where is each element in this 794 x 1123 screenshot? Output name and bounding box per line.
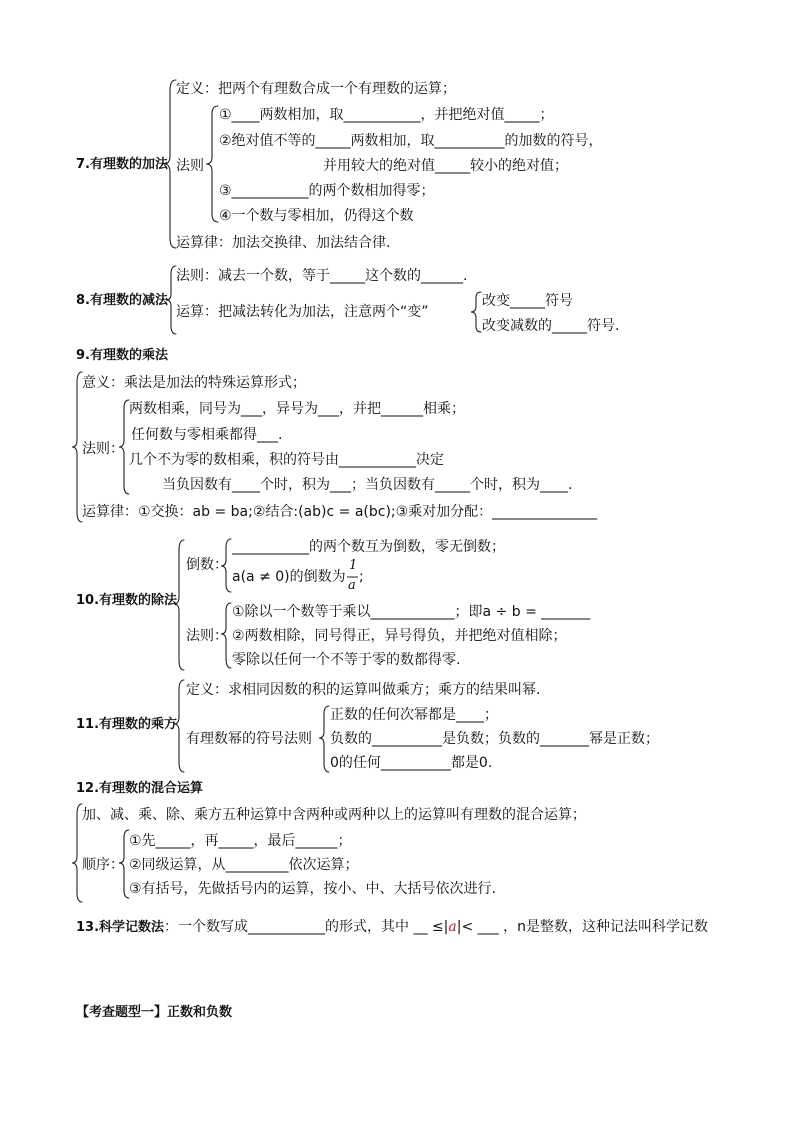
section-13-abs-a: a (448, 919, 457, 935)
section-11-definition: 定义：求相同因数的积的运算叫做乘方；乘方的结果叫幂. (186, 682, 541, 698)
section-9-rule-4: 当负因数有____个时，积为___；当负因数有_____个时，积为____. (162, 477, 573, 493)
section-12-order-3: ③有括号，先做括号内的运算，按小、中、大括号依次进行. (129, 881, 496, 897)
section-11-rule-2: 负数的__________是负数；负数的_______幂是正数； (330, 731, 659, 747)
section-7-rules-label: 法则 (176, 158, 204, 174)
brace-s8-change (471, 292, 481, 332)
exam-heading: 【考查题型一】正数和负数 (76, 1005, 233, 1020)
section-11-rule-3: 0的任何__________都是0. (330, 755, 493, 771)
section-12-order-1: ①先_____，再_____，最后______； (129, 833, 352, 849)
fraction-end: ; (359, 569, 364, 585)
brace-s12-outer (72, 804, 82, 902)
brace-s10-rules (221, 603, 231, 668)
section-10-rule-3: 零除以任何一个不等于零的数都得零. (232, 652, 461, 668)
section-9-rules-label: 法则： (82, 441, 124, 457)
section-9-rule-2: 任何数与零相乘都得___. (131, 427, 283, 443)
section-7-rule-2: ②绝对值不等的_____两数相加，取__________的加数的符号， (219, 133, 603, 149)
section-9-meaning: 意义：乘法是加法的特殊运算形式； (82, 375, 306, 391)
section-13-text-a: ：一个数写成___________的形式，其中 __ ≤| (164, 919, 449, 935)
section-13-text-b: |< ___ ，n是整数，这种记法叫科学记数 (456, 919, 708, 935)
section-8-title: 8.有理数的减法 (76, 293, 168, 308)
brace-s10-outer (174, 540, 184, 670)
brace-s11-outer (174, 680, 184, 772)
section-7-title: 7.有理数的加法 (76, 157, 168, 172)
section-7-rule-4: ④一个数与零相加，仍得这个数 (219, 208, 414, 224)
brace-s9-rules (119, 400, 129, 494)
brace-s8-outer (166, 266, 176, 334)
section-11-rule-1: 正数的任何次幂都是____； (330, 707, 498, 723)
section-10-title: 10.有理数的除法 (76, 593, 178, 608)
section-7-rule-1: ①____两数相加，取___________，并把绝对值_____； (219, 107, 554, 123)
brace-s12-order (119, 830, 129, 898)
brace-s7-outer (164, 80, 176, 248)
section-12-title: 12.有理数的混合运算 (76, 781, 204, 796)
section-8-rule: 法则：减去一个数，等于_____这个数的______. (176, 268, 468, 284)
section-12-line-1: 加、减、乘、除、乘方五种运算中含两种或两种以上的运算叫有理数的混合运算； (82, 807, 586, 823)
section-7-rule-3: ③___________的两个数相加得零； (219, 183, 435, 199)
section-10-reciprocal-2: a(a ≠ 0)的倒数为 (232, 569, 346, 585)
section-10-reciprocal-1: ___________的两个数互为倒数，零无倒数； (232, 539, 505, 555)
fraction-denominator: a (348, 578, 356, 593)
brace-s9-outer (72, 372, 82, 522)
brace-s10-reciprocal (221, 539, 231, 592)
section-9-laws: 运算律：①交换：ab = ba;②结合:(ab)c = a(bc);③乘对加分配：_______________ (82, 504, 598, 520)
section-13-title: 13.科学记数法 (76, 920, 165, 935)
section-10-rules-label: 法则： (186, 628, 228, 644)
brace-s7-rules (206, 106, 218, 222)
section-8-change-1: 改变_____符号 (482, 293, 573, 309)
section-10-rule-1: ①除以一个数等于乘以____________；即a ÷ b = _______ (232, 604, 591, 620)
section-7-laws: 运算律：加法交换律、加法结合律. (176, 235, 391, 251)
section-10-reciprocal-label: 倒数： (186, 557, 228, 573)
section-8-operation: 运算：把减法转化为加法，注意两个“变” (176, 304, 429, 320)
brace-s11-sign (319, 706, 329, 772)
section-12-order-label: 顺序： (82, 857, 124, 873)
section-10-rule-2: ②两数相除，同号得正，异号得负，并把绝对值相除； (232, 628, 567, 644)
section-9-rule-1: 两数相乘，同号为___，异号为___，并把______相乘； (129, 401, 465, 417)
section-12-order-2: ②同级运算，从_________依次运算； (129, 857, 359, 873)
section-9-rule-3: 几个不为零的数相乘，积的符号由___________决定 (129, 452, 444, 468)
section-11-title: 11.有理数的乘方 (76, 717, 178, 732)
section-7-rule-2-cont: 并用较大的绝对值_____较小的绝对值； (323, 158, 568, 174)
section-8-change-2: 改变减数的_____符号. (482, 318, 620, 334)
fraction-numerator: 1 (349, 558, 358, 573)
section-11-sign-label: 有理数幂的符号法则 (186, 731, 312, 747)
section-9-title: 9.有理数的乘法 (76, 348, 168, 363)
section-7-definition: 定义：把两个有理数合成一个有理数的运算； (176, 81, 456, 97)
